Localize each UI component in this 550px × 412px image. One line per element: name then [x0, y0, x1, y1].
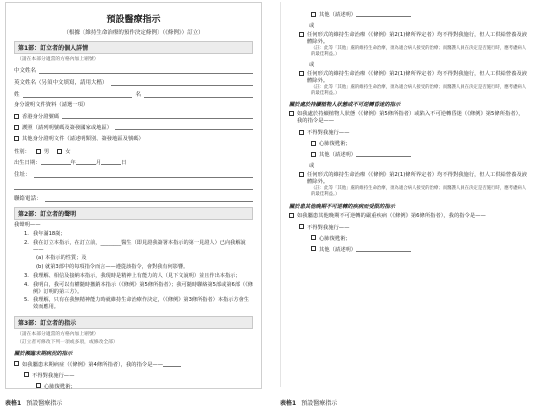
or-label: 或: [309, 62, 315, 69]
form-subtitle: （根據〔維持生命治療的預作決定條例〕（《條例》）訂立）: [63, 30, 204, 36]
surname-given-name-field[interactable]: [14, 90, 253, 98]
dob-row[interactable]: 出生日期： 年 月 日: [14, 160, 127, 166]
sex-row: 性別： 男 女: [14, 149, 71, 155]
english-name-label: 英文姓名（另須中文填寫，請用大楷）: [14, 80, 108, 86]
checkbox[interactable]: [14, 136, 19, 141]
chinese-name-label: 中文姓名: [14, 68, 37, 74]
female-checkbox[interactable]: [57, 149, 62, 154]
or-label: 或: [309, 23, 315, 29]
id-option-passport[interactable]: 護照（請列明號碼及簽發國家或地區）: [14, 123, 253, 131]
other-disease-heading: 關於患其他晚期不可逆轉的疾病而受限的指示: [289, 203, 395, 210]
refuse-treatment-option[interactable]: 不得對我施行——: [299, 223, 528, 231]
id-option-other[interactable]: 其他身分證明文件（請述明類別、簽發地區及號碼）: [14, 134, 253, 142]
cpr-option[interactable]: 心肺復甦術；: [311, 234, 528, 242]
checkbox[interactable]: [311, 12, 316, 17]
life-sustaining-option[interactable]: 任何形式的維持生命治療（《條例》第2(1)條所界定者）均不得對我施行，但人工供給營養及液體除外。: [299, 172, 528, 186]
address-field[interactable]: [14, 170, 253, 178]
checkbox[interactable]: [311, 235, 316, 240]
checkbox[interactable]: [289, 213, 294, 218]
footnote: （註：此等「其他」處的維持生命治療，須為適合病人接受的治療；而醫護人員在決定是否施行時，應考慮病人的最佳利益。）: [311, 46, 527, 57]
footnote: （註：此等「其他」處的維持生命治療，須為適合病人接受的治療；而醫護人員在決定是否施行時，應考慮病人的最佳利益。）: [311, 186, 527, 197]
surname-label: 姓: [14, 92, 20, 98]
vegetative-state-option[interactable]: 如我處於持續植物人狀態（《條例》第5條所指者）或陷入不可逆轉昏迷（《條例》第5條所指者），我的指令是——: [289, 111, 528, 125]
cpr-option[interactable]: 心肺復甦術；: [36, 382, 253, 390]
chinese-name-field[interactable]: [14, 66, 253, 74]
declaration-item: 2. 我在訂立本指示，在訂立前，________醫生（即見證我簽署本指示的第一見證人）已向我解說——: [24, 239, 246, 253]
phone-field[interactable]: [14, 194, 253, 202]
section-1-note: （請在本部分適當的方格內加上剔號）: [17, 57, 99, 62]
other-option[interactable]: 其他（請述明）: [311, 10, 528, 18]
checkbox[interactable]: [14, 114, 19, 119]
form-page-left: [5, 2, 262, 389]
life-sustaining-option[interactable]: 任何形式的維持生命治療（《條例》第2(1)條所界定者）均不得對我施行，但人工供給營養及液體除外。: [299, 71, 528, 85]
declaration-intro: 我聲明——: [14, 222, 41, 228]
dob-label: 出生日期：: [14, 160, 41, 166]
other-option[interactable]: 其他（請述明）: [311, 150, 528, 158]
form-page-right: [280, 2, 536, 387]
declaration-item: 5. 我理解，只有在我無精神能力時就維持生命治療作決定，（《條例》第3條所指者）本指示方會生效而應用。: [24, 297, 249, 311]
checkbox[interactable]: [14, 125, 19, 130]
checkbox[interactable]: [311, 246, 316, 251]
form-caption-right: 表格1 預設醫療指示: [280, 400, 338, 407]
form-title: 預設醫療指示: [106, 15, 161, 25]
terminal-illness-heading: 關於瀕臨末期病況的指示: [14, 350, 73, 357]
section-3-heading: 第3部：訂立者的指示: [14, 316, 253, 329]
address-label: 住址：: [14, 172, 31, 178]
checkbox[interactable]: [299, 32, 304, 37]
checkbox[interactable]: [311, 141, 316, 146]
checkbox[interactable]: [299, 224, 304, 229]
other-disease-option[interactable]: 如我屬患其他晚期不可逆轉的嚴重疾病（《條例》第6條所指者），我的指令是——: [289, 213, 528, 220]
checkbox[interactable]: [299, 172, 304, 177]
male-checkbox[interactable]: [36, 149, 41, 154]
english-name-field[interactable]: [14, 78, 253, 86]
declaration-item: 1. 我年滿18歲；: [24, 231, 66, 237]
terminal-illness-option[interactable]: 如我屬患末期病症（《條例》第4條所指者），我的指令是——: [14, 360, 253, 368]
checkbox[interactable]: [289, 111, 294, 116]
refuse-treatment-option[interactable]: 不得對我施行——: [24, 371, 253, 379]
cpr-option[interactable]: 心肺復甦術；: [311, 139, 528, 147]
section-2-heading: 第2部：訂立者的聲明: [14, 207, 253, 220]
declaration-subitem: (b) 就第3部中的每項指令而言——遵從該指令，會對我有何影響。: [36, 264, 189, 271]
phone-label: 聯絡電話：: [14, 196, 42, 202]
checkbox[interactable]: [299, 130, 304, 135]
checkbox[interactable]: [299, 71, 304, 76]
checkbox[interactable]: [14, 361, 19, 366]
checkbox[interactable]: [24, 372, 29, 377]
vegetative-state-heading: 關於處於持續植物人狀態或不可逆轉昏迷的指示: [289, 102, 401, 109]
declaration-subitem: (a) 本指示的性質；及: [36, 255, 87, 262]
given-name-label: 名: [135, 92, 142, 98]
section-3-note: （請在本部分適當的方格內加上剔號）: [17, 331, 99, 337]
declaration-item: 4. 我明白，我可以有權隨時撤銷本指示（《條例》第5條所指者）；我可隨時聯絡第5部或第6部（《條例》訂明的第三方）。: [24, 281, 253, 295]
section-3-note2: （訂立者可修改下列一項或多項，或修改全部）: [17, 339, 118, 345]
id-heading: 身分證明文件資料（請選一項）: [14, 102, 89, 108]
section-1-heading: 第1部：訂立者的個人詳情: [14, 41, 253, 54]
life-sustaining-option[interactable]: 任何形式的維持生命治療（《條例》第2(1)條所界定者）均不得對我施行，但人工供給營養及液體除外。: [299, 32, 528, 46]
checkbox[interactable]: [36, 383, 41, 388]
id-option-hkid[interactable]: 香港身分證號碼: [14, 112, 253, 120]
footnote: （註：此等「其他」處的維持生命治療，須為適合病人接受的治療；而醫護人員在決定是否施行時，應考慮病人的最佳利益。）: [311, 85, 527, 96]
other-option[interactable]: 其他（請述明）: [311, 245, 528, 253]
checkbox[interactable]: [311, 152, 316, 157]
or-label: 或: [309, 163, 315, 170]
declaration-item: 3. 我理解、相信及接納本指示，我現時是精神上有能力的人（見下文說明）並且作出本指示；: [24, 272, 241, 279]
refuse-treatment-option[interactable]: 不得對我施行——: [299, 128, 528, 136]
form-caption-left: 表格1 預設醫療指示: [5, 400, 63, 407]
sex-label: 性別：: [14, 149, 30, 155]
